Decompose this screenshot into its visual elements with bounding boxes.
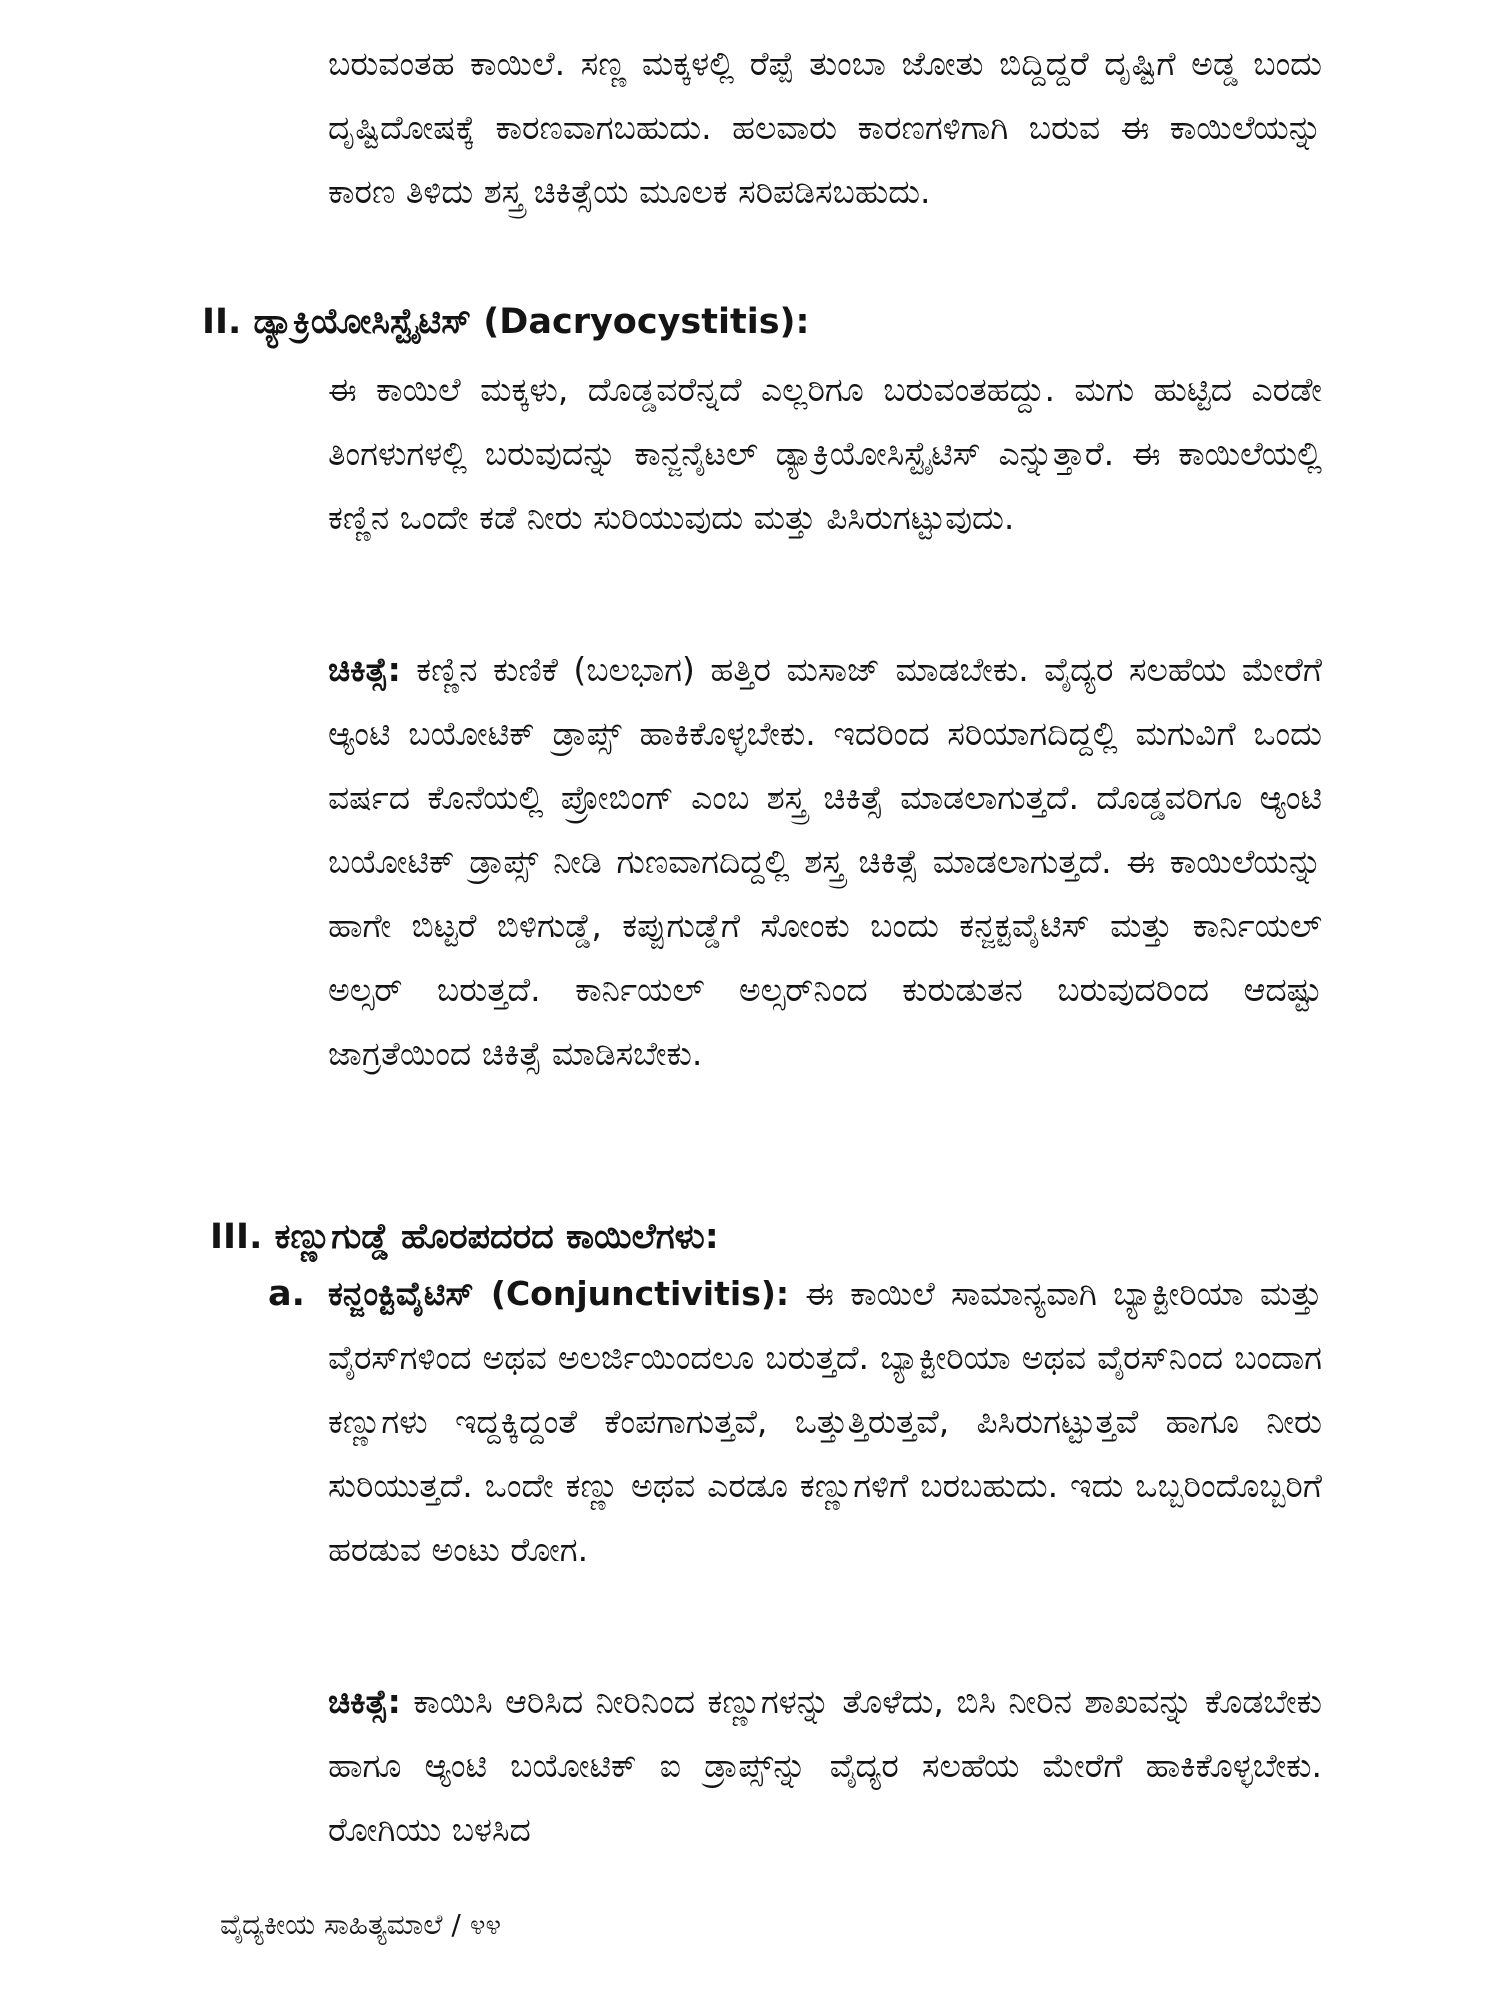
section-2-heading	[202, 290, 810, 354]
subsection-a-treatment-text: ಕಾಯಿಸಿ ಆರಿಸಿದ ನೀರಿನಿಂದ ಕಣ್ಣುಗಳನ್ನು ತೊಳೆದು, ಬಿಸಿ ನೀರಿನ ಶಾಖವನ್ನು ಕೊಡಬೇಕು ಹಾಗೂ ಆ್ಯಂಟಿ ಬಯೋಟಿಕ್ ಐ ಡ್ರಾಪ್ಸ್‌ನ್ನು ವೈದ್ಯರ ಸಲಹೆಯ ಮೇರೆಗೆ ಹಾಕಿಕೊಳ್ಳಬೇಕು. ರೋಗಿಯು ಬಳಸಿದ	[328, 1682, 1322, 1849]
document-page: ಬರುವಂತಹ ಕಾಯಿಲೆ. ಸಣ್ಣ ಮಕ್ಕಳಲ್ಲಿ ರೆಪ್ಪೆ ತುಂಬಾ ಜೋತು ಬಿದ್ದಿದ್ದರೆ ದೃಷ್ಟಿಗೆ ಅಡ್ಡ ಬಂದು ದೃಷ್ಟಿದೋಷಕ್ಕೆ ಕಾರಣವಾಗಬಹುದು. ಹಲವಾರು ಕಾರಣಗಳಿಗಾಗಿ ಬರುವ ಈ ಕಾಯಿಲೆಯನ್ನು ಕಾರಣ ತಿಳಿದು ಶಸ್ತ್ರ ಚಿಕಿತ್ಸೆಯ ಮೂಲಕ ಸರಿಪಡಿಸಬಹುದು. II. ಡ್ಯಾಕ್ರಿಯೋಸಿಸ್ಟೈಟಿಸ್ (Dacryocystitis): ಈ ಕಾಯಿಲೆ ಮಕ್ಕಳು, ದೊಡ್ಡವರೆನ್ನದೆ ಎಲ್ಲರಿಗೂ ಬರುವಂತಹದ್ದು. ಮಗು ಹುಟ್ಟಿದ ಎರಡೇ ತಿಂಗಳುಗಳಲ್ಲಿ ಬರುವುದನ್ನು ಕಾನ್ಜನೈಟಲ್ ಡ್ಯಾಕ್ರಿಯೋಸಿಸ್ಟೈಟಿಸ್ ಎನ್ನುತ್ತಾರೆ. ಈ ಕಾಯಿಲೆಯಲ್ಲಿ ಕಣ್ಣಿನ ಒಂದೇ ಕಡೆ ನೀರು ಸುರಿಯುವುದು ಮತ್ತು ಪಿಸಿರುಗಟ್ಟುವುದು. ಚಿಕಿತ್ಸೆ: ಕಣ್ಣಿನ ಕುಣಿಕೆ (ಬಲಭಾಗ) ಹತ್ತಿರ ಮಸಾಜ್ ಮಾಡಬೇಕು. ವೈದ್ಯರ ಸಲಹೆಯ ಮೇರೆಗೆ ಆ್ಯಂಟಿ ಬಯೋಟಿಕ್ ಡ್ರಾಪ್ಸ್ ಹಾಕಿಕೊಳ್ಳಬೇಕು. ಇದರಿಂದ ಸರಿಯಾಗದಿದ್ದಲ್ಲಿ ಮಗುವಿಗೆ ಒಂದು ವರ್ಷದ ಕೊನೆಯಲ್ಲಿ ಪ್ರೋಬಿಂಗ್ ಎಂಬ ಶಸ್ತ್ರ ಚಿಕಿತ್ಸೆ ಮಾಡಲಾಗುತ್ತದೆ. ದೊಡ್ಡವರಿಗೂ ಆ್ಯಂಟಿ ಬಯೋಟಿಕ್ ಡ್ರಾಪ್ಸ್ ನೀಡಿ ಗುಣವಾಗದಿದ್ದಲ್ಲಿ ಶಸ್ತ್ರ ಚಿಕಿತ್ಸೆ ಮಾಡಲಾಗುತ್ತದೆ. ಈ ಕಾಯಿಲೆಯನ್ನು ಹಾಗೇ ಬಿಟ್ಟರೆ ಬಿಳಿಗುಡ್ಡೆ, ಕಪ್ಪುಗುಡ್ಡೆಗೆ ಸೋಂಕು ಬಂದು ಕನ್ಜಕ್ಟವೈಟಿಸ್ ಮತ್ತು ಕಾರ್ನಿಯಲ್ ಅಲ್ಸರ್ ಬರುತ್ತದೆ. ಕಾರ್ನಿಯಲ್ ಅಲ್ಸರ್‌ನಿಂದ ಕುರುಡುತನ ಬರುವುದರಿಂದ ಆದಷ್ಟು ಜಾಗ್ರತೆಯಿಂದ ಚಿಕಿತ್ಸೆ ಮಾಡಿಸಬೇಕು. III. ಕಣ್ಣುಗುಡ್ಡೆ ಹೊರಪದರದ ಕಾಯಿಲೆಗಳು: a. ಕನ್ಜಂಕ್ಟಿವೈಟಿಸ್ (Conjunctivitis): ಈ ಕಾಯಿಲೆ ಸಾಮಾನ್ಯವಾಗಿ ಬ್ಯಾಕ್ಟೀರಿಯಾ ಮತ್ತು ವೈರಸ್‌ಗಳಿಂದ ಅಥವ ಅಲರ್ಜಿಯಿಂದಲೂ ಬರುತ್ತದೆ. ಬ್ಯಾಕ್ಟೀರಿಯಾ ಅಥವ ವೈರಸ್‌ನಿಂದ ಬಂದಾಗ ಕಣ್ಣುಗಳು ಇದ್ದಕ್ಕಿದ್ದಂತೆ ಕೆಂಪಗಾಗುತ್ತವೆ, ಒತ್ತುತ್ತಿರುತ್ತವೆ, ಪಿಸಿರುಗಟ್ಟುತ್ತವೆ ಹಾಗೂ ನೀರು ಸುರಿಯುತ್ತದೆ. ಒಂದೇ ಕಣ್ಣು ಅಥವ ಎರಡೂ ಕಣ್ಣುಗಳಿಗೆ ಬರಬಹುದು. ಇದು ಒಬ್ಬರಿಂದೊಬ್ಬರಿಗೆ ಹರಡುವ ಅಂಟು ರೋಗ. ಚಿಕಿತ್ಸೆ: ಕಾಯಿಸಿ ಆರಿಸಿದ ನೀರಿನಿಂದ ಕಣ್ಣುಗಳನ್ನು ತೊಳೆದು, ಬಿಸಿ ನೀರಿನ ಶಾಖವನ್ನು ಕೊಡಬೇಕು ಹಾಗೂ ಆ್ಯಂಟಿ ಬಯೋಟಿಕ್ ಐ ಡ್ರಾಪ್ಸ್‌ನ್ನು ವೈದ್ಯರ ಸಲಹೆಯ ಮೇರೆಗೆ ಹಾಕಿಕೊಳ್ಳಬೇಕು. ರೋಗಿಯು ಬಳಸಿದ ವೈದ್ಯಕೀಯ ಸಾಹಿತ್ಯಮಾಲೆ / ೪೪	[0, 0, 1500, 2000]
section-3-heading	[210, 1205, 719, 1269]
section-2-title: ಡ್ಯಾಕ್ರಿಯೋಸಿಸ್ಟೈಟಿಸ್ (Dacryocystitis):	[253, 302, 810, 342]
subsection-a-treatment-label: ಚಿಕಿತ್ಸೆ:	[328, 1682, 401, 1721]
subsection-a-text: ಈ ಕಾಯಿಲೆ ಸಾಮಾನ್ಯವಾಗಿ ಬ್ಯಾಕ್ಟೀರಿಯಾ ಮತ್ತು ವೈರಸ್‌ಗಳಿಂದ ಅಥವ ಅಲರ್ಜಿಯಿಂದಲೂ ಬರುತ್ತದೆ. ಬ್ಯಾಕ್ಟೀರಿಯಾ ಅಥವ ವೈರಸ್‌ನಿಂದ ಬಂದಾಗ ಕಣ್ಣುಗಳು ಇದ್ದಕ್ಕಿದ್ದಂತೆ ಕೆಂಪಗಾಗುತ್ತವೆ, ಒತ್ತುತ್ತಿರುತ್ತವೆ, ಪಿಸಿರುಗಟ್ಟುತ್ತವೆ ಹಾಗೂ ನೀರು ಸುರಿಯುತ್ತದೆ. ಒಂದೇ ಕಣ್ಣು ಅಥವ ಎರಡೂ ಕಣ್ಣುಗಳಿಗೆ ಬರಬಹುದು. ಇದು ಒಬ್ಬರಿಂದೊಬ್ಬರಿಗೆ ಹರಡುವ ಅಂಟು ರೋಗ.	[328, 1274, 1322, 1569]
page-footer: ವೈದ್ಯಕೀಯ ಸಾಹಿತ್ಯಮಾಲೆ / ೪೪	[220, 1908, 502, 1941]
section-2-treatment-text: ಕಣ್ಣಿನ ಕುಣಿಕೆ (ಬಲಭಾಗ) ಹತ್ತಿರ ಮಸಾಜ್ ಮಾಡಬೇಕು. ವೈದ್ಯರ ಸಲಹೆಯ ಮೇರೆಗೆ ಆ್ಯಂಟಿ ಬಯೋಟಿಕ್ ಡ್ರಾಪ್ಸ್ ಹಾಕಿಕೊಳ್ಳಬೇಕು. ಇದರಿಂದ ಸರಿಯಾಗದಿದ್ದಲ್ಲಿ ಮಗುವಿಗೆ ಒಂದು ವರ್ಷದ ಕೊನೆಯಲ್ಲಿ ಪ್ರೋಬಿಂಗ್ ಎಂಬ ಶಸ್ತ್ರ ಚಿಕಿತ್ಸೆ ಮಾಡಲಾಗುತ್ತದೆ. ದೊಡ್ಡವರಿಗೂ ಆ್ಯಂಟಿ ಬಯೋಟಿಕ್ ಡ್ರಾಪ್ಸ್ ನೀಡಿ ಗುಣವಾಗದಿದ್ದಲ್ಲಿ ಶಸ್ತ್ರ ಚಿಕಿತ್ಸೆ ಮಾಡಲಾಗುತ್ತದೆ. ಈ ಕಾಯಿಲೆಯನ್ನು ಹಾಗೇ ಬಿಟ್ಟರೆ ಬಿಳಿಗುಡ್ಡೆ, ಕಪ್ಪುಗುಡ್ಡೆಗೆ ಸೋಂಕು ಬಂದು ಕನ್ಜಕ್ಟವೈಟಿಸ್ ಮತ್ತು ಕಾರ್ನಿಯಲ್ ಅಲ್ಸರ್ ಬರುತ್ತದೆ. ಕಾರ್ನಿಯಲ್ ಅಲ್ಸರ್‌ನಿಂದ ಕುರುಡುತನ ಬರುವುದರಿಂದ ಆದಷ್ಟು ಜಾಗ್ರತೆಯಿಂದ ಚಿಕಿತ್ಸೆ ಮಾಡಿಸಬೇಕು.	[328, 650, 1322, 1073]
subsection-a-treatment	[328, 1670, 1322, 1862]
section-3-title: ಕಣ್ಣುಗುಡ್ಡೆ ಹೊರಪದರದ ಕಾಯಿಲೆಗಳು:	[274, 1217, 719, 1257]
section-2-treatment-label: ಚಿಕಿತ್ಸೆ:	[328, 650, 401, 689]
intro-paragraph: ಬರುವಂತಹ ಕಾಯಿಲೆ. ಸಣ್ಣ ಮಕ್ಕಳಲ್ಲಿ ರೆಪ್ಪೆ ತುಂಬಾ ಜೋತು ಬಿದ್ದಿದ್ದರೆ ದೃಷ್ಟಿಗೆ ಅಡ್ಡ ಬಂದು ದೃಷ್ಟಿದೋಷಕ್ಕೆ ಕಾರಣವಾಗಬಹುದು. ಹಲವಾರು ಕಾರಣಗಳಿಗಾಗಿ ಬರುವ ಈ ಕಾಯಿಲೆಯನ್ನು ಕಾರಣ ತಿಳಿದು ಶಸ್ತ್ರ ಚಿಕಿತ್ಸೆಯ ಮೂಲಕ ಸರಿಪಡಿಸಬಹುದು.	[328, 44, 1322, 211]
subsection-a-paragraph	[328, 1262, 1322, 1582]
section-2-number: II.	[202, 302, 242, 342]
section-2-treatment	[328, 638, 1322, 1086]
section-3-number: III.	[210, 1217, 263, 1257]
section-2-paragraph: ಈ ಕಾಯಿಲೆ ಮಕ್ಕಳು, ದೊಡ್ಡವರೆನ್ನದೆ ಎಲ್ಲರಿಗೂ ಬರುವಂತಹದ್ದು. ಮಗು ಹುಟ್ಟಿದ ಎರಡೇ ತಿಂಗಳುಗಳಲ್ಲಿ ಬರುವುದನ್ನು ಕಾನ್ಜನೈಟಲ್ ಡ್ಯಾಕ್ರಿಯೋಸಿಸ್ಟೈಟಿಸ್ ಎನ್ನುತ್ತಾರೆ. ಈ ಕಾಯಿಲೆಯಲ್ಲಿ ಕಣ್ಣಿನ ಒಂದೇ ಕಡೆ ನೀರು ಸುರಿಯುವುದು ಮತ್ತು ಪಿಸಿರುಗಟ್ಟುವುದು.	[328, 370, 1322, 537]
subsection-a-title: ಕನ್ಜಂಕ್ಟಿವೈಟಿಸ್ (Conjunctivitis):	[328, 1274, 790, 1313]
